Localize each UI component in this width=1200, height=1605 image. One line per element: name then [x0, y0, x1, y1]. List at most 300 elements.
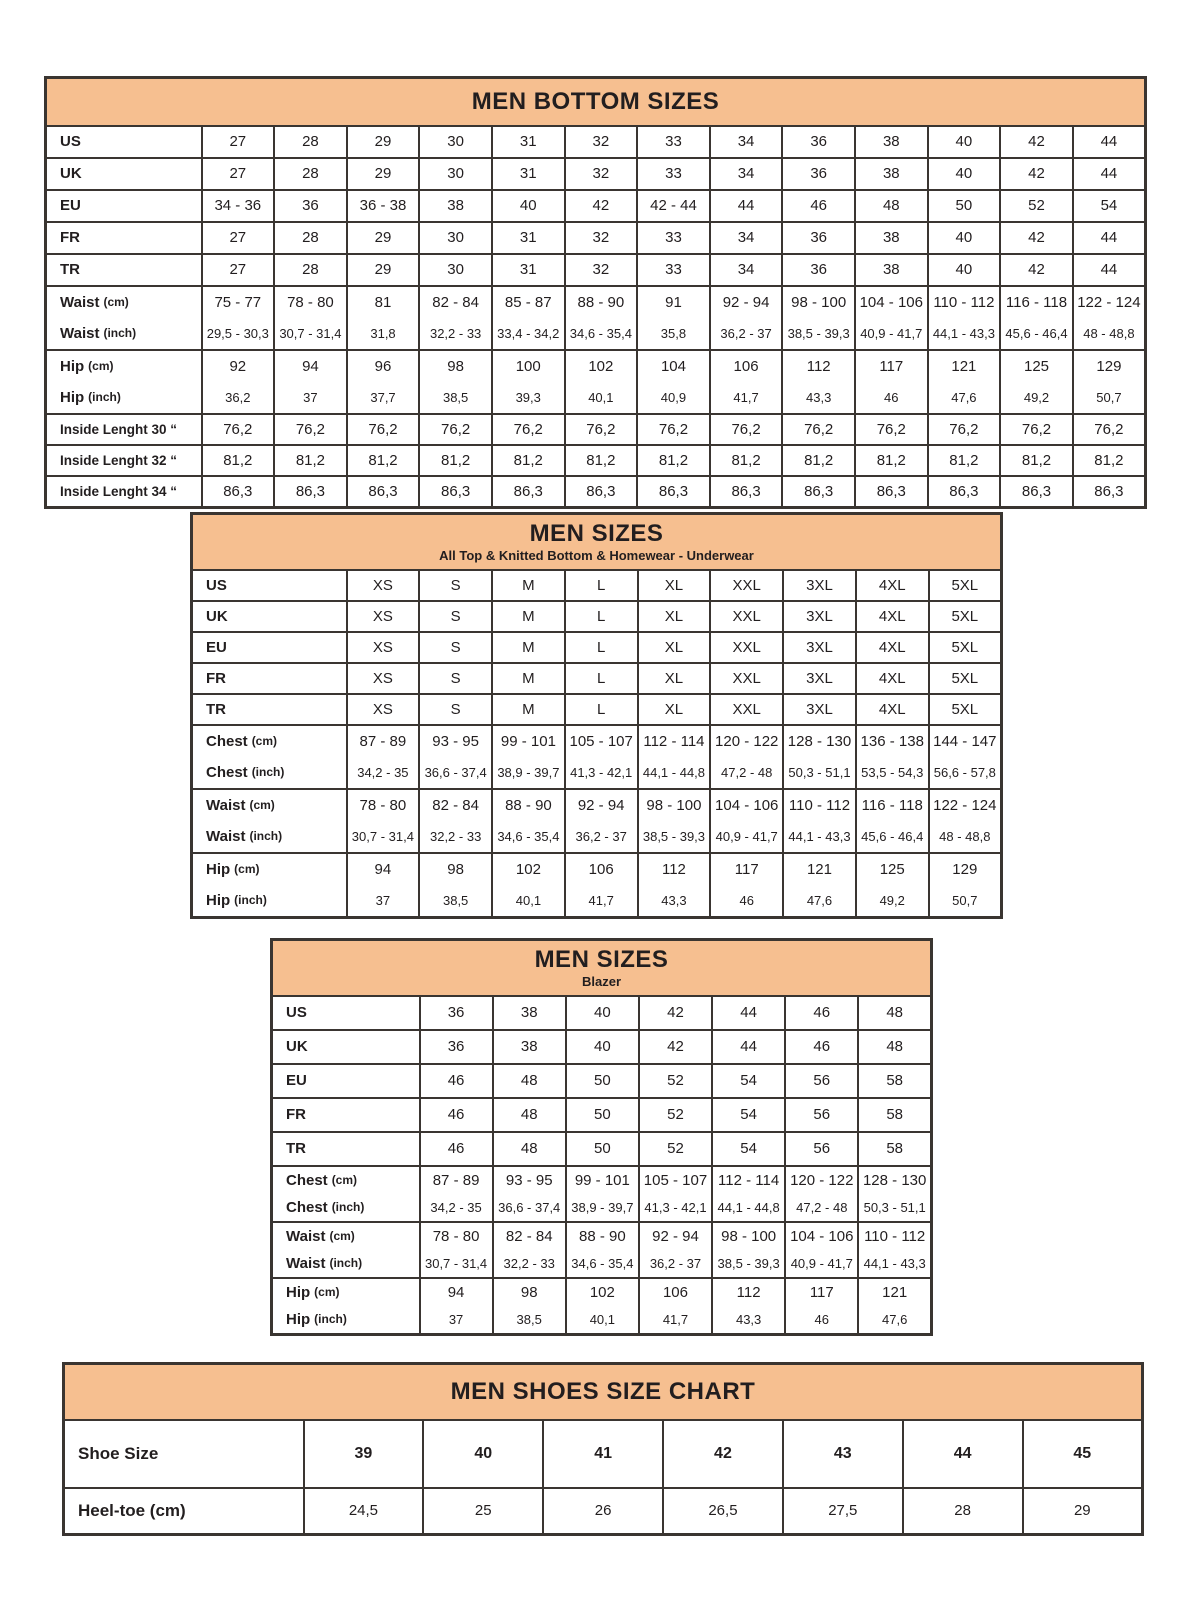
cell-value: 106	[588, 860, 614, 878]
table-cell	[565, 725, 638, 789]
row-label-text: US	[286, 1004, 307, 1021]
table-cell	[710, 158, 783, 190]
table-cell	[663, 1488, 783, 1535]
row-label-text: Inside Lenght 34 “	[60, 483, 178, 499]
cell-value: 94	[374, 860, 392, 878]
row-label	[193, 885, 346, 916]
table-cell	[347, 126, 420, 158]
table-cell	[202, 158, 275, 190]
cell-value: L	[597, 576, 606, 594]
table-cell	[423, 1420, 543, 1488]
table-cell	[638, 694, 711, 725]
cell-value: 31	[519, 229, 537, 246]
row-label-text: Inside Lenght 30 “	[60, 421, 178, 437]
table-cell	[347, 350, 420, 414]
cell-value: 42	[1028, 261, 1045, 278]
cell-value: 102	[588, 357, 614, 375]
cell-value: XS	[372, 638, 393, 656]
row-label-unit: (inch)	[234, 893, 267, 907]
table-cell	[856, 853, 929, 918]
cell-value: 43,3	[806, 389, 832, 405]
row-label	[273, 1306, 419, 1333]
table-cell	[710, 254, 783, 286]
table-cell	[637, 476, 710, 508]
row-label	[47, 446, 201, 475]
table-cell	[858, 1064, 931, 1098]
cell-value: 27	[229, 229, 247, 246]
table-row	[64, 1420, 1143, 1488]
table-cell	[565, 286, 638, 350]
table-cell	[639, 1098, 712, 1132]
table-cell	[782, 126, 855, 158]
table-row	[272, 1098, 932, 1132]
table-cell	[928, 190, 1001, 222]
men-bottom-sizes-table	[44, 76, 1147, 509]
table-cell	[274, 222, 347, 254]
cell-value: 56,6 - 57,8	[933, 764, 996, 780]
table-cell	[566, 1278, 639, 1335]
row-label	[273, 1279, 419, 1306]
cell-value: 58	[886, 1140, 904, 1157]
cell-value: 36	[302, 197, 319, 214]
table-title-cell	[64, 1364, 1143, 1420]
cell-value: 106	[662, 1283, 688, 1301]
table-cell	[419, 158, 492, 190]
cell-value: 120 - 122	[790, 1171, 854, 1189]
table-cell	[783, 853, 856, 918]
table-cell	[347, 601, 420, 632]
table-cell	[712, 1222, 785, 1278]
cell-value: 31,8	[370, 325, 396, 341]
cell-value: XXL	[732, 607, 761, 625]
cell-value: S	[450, 669, 461, 687]
table-cell	[1073, 190, 1146, 222]
table-cell	[347, 222, 420, 254]
cell-value: 121	[806, 860, 832, 878]
table-cell	[782, 445, 855, 476]
cell-value: 52	[667, 1140, 684, 1157]
table-cell	[858, 1132, 931, 1166]
cell-value: 5XL	[951, 669, 979, 687]
cell-value: XXL	[732, 576, 761, 594]
table-cell	[565, 445, 638, 476]
table-cell	[492, 725, 565, 789]
cell-value: 86,3	[223, 482, 253, 500]
cell-value: 26,5	[708, 1502, 738, 1519]
cell-value: 34	[737, 133, 755, 150]
cell-value: 86,3	[1094, 482, 1124, 500]
cell-value: 100	[515, 357, 541, 375]
table-cell	[928, 350, 1001, 414]
row-label-unit: (inch)	[329, 1256, 363, 1270]
row-label-text: Heel-toe (cm)	[78, 1500, 186, 1520]
row-label-text: TR	[60, 261, 80, 278]
row-label-cell	[272, 1064, 420, 1098]
table-cell	[929, 694, 1002, 725]
cell-value: 44	[1100, 133, 1118, 150]
table-cell	[785, 996, 858, 1030]
table-cell	[1073, 286, 1146, 350]
table-cell	[1073, 254, 1146, 286]
cell-value: 86,3	[295, 482, 326, 500]
table-cell	[565, 414, 638, 445]
table-row	[272, 1064, 932, 1098]
row-label	[193, 726, 346, 757]
table-cell	[639, 1222, 712, 1278]
cell-value: 86,3	[804, 482, 834, 500]
cell-value: 34,2 - 35	[357, 764, 409, 780]
cell-value: 88 - 90	[577, 293, 625, 311]
row-label	[273, 997, 419, 1029]
cell-value: 41,7	[588, 892, 614, 908]
cell-value: 32,2 - 33	[429, 828, 482, 844]
cell-value: 38,5	[442, 892, 469, 908]
table-cell	[347, 158, 420, 190]
row-label-text: Chest	[286, 1198, 328, 1216]
cell-value: 38	[882, 165, 900, 182]
cell-value: 44	[740, 1004, 757, 1021]
table-cell	[785, 1132, 858, 1166]
cell-value: 38	[882, 229, 900, 246]
row-label	[193, 602, 346, 631]
cell-value: 42	[1028, 229, 1045, 246]
table-cell	[347, 445, 420, 476]
table-cell	[419, 570, 492, 601]
table-cell	[202, 445, 275, 476]
cell-value: 56	[813, 1106, 831, 1123]
row-label-unit: (cm)	[251, 734, 278, 748]
cell-value: 86,3	[658, 482, 689, 500]
cell-value: 34,2 - 35	[430, 1199, 482, 1215]
row-label	[193, 790, 346, 821]
table-cell	[492, 414, 565, 445]
table-cell	[1000, 158, 1073, 190]
table-cell	[202, 350, 275, 414]
table-cell	[492, 789, 565, 853]
cell-value: 32	[592, 261, 610, 278]
table-cell	[565, 694, 638, 725]
cell-value: 44	[1100, 261, 1118, 278]
cell-value: 44	[740, 1038, 757, 1055]
table-cell	[710, 601, 783, 632]
cell-value: 27	[229, 133, 247, 150]
table-cell	[782, 414, 855, 445]
table-cell	[638, 601, 711, 632]
table-cell	[903, 1488, 1023, 1535]
table-cell	[1000, 445, 1073, 476]
table-cell	[855, 254, 928, 286]
table-cell	[419, 632, 492, 663]
table-cell	[566, 1222, 639, 1278]
cell-value: 38	[882, 133, 900, 150]
row-label	[273, 1133, 419, 1165]
cell-value: 75 - 77	[214, 293, 262, 311]
table-cell	[202, 414, 275, 445]
cell-value: 44,1 - 44,8	[642, 764, 706, 780]
cell-value: 92	[229, 357, 247, 375]
cell-value: 34,6 - 35,4	[571, 1255, 634, 1271]
cell-value: 38,9 - 39,7	[571, 1199, 634, 1215]
cell-value: 28	[302, 229, 319, 246]
cell-value: 39	[354, 1444, 373, 1462]
row-label-cell	[46, 445, 202, 476]
cell-value: 36	[810, 229, 828, 246]
table-cell	[420, 1278, 493, 1335]
row-label	[47, 351, 201, 382]
cell-value: 28	[302, 133, 319, 150]
row-label-cell	[192, 694, 347, 725]
row-label-unit: (cm)	[314, 1285, 340, 1299]
table-cell	[782, 190, 855, 222]
row-label-unit: (inch)	[251, 765, 285, 779]
table-row	[192, 632, 1002, 663]
table-subtitle: All Top & Knitted Bottom & Homewear - Underwear	[439, 547, 754, 563]
table-cell	[858, 1098, 931, 1132]
cell-value: 46	[447, 1106, 465, 1123]
table-cell	[565, 632, 638, 663]
table-cell	[710, 286, 783, 350]
cell-value: 98	[447, 860, 464, 878]
table-cell	[639, 1030, 712, 1064]
cell-value: 98	[520, 1283, 538, 1301]
cell-value: 37	[448, 1311, 464, 1327]
row-label-text: Shoe Size	[78, 1443, 159, 1463]
table-row	[64, 1488, 1143, 1535]
cell-value: 76,2	[441, 420, 471, 438]
cell-value: 5XL	[951, 700, 979, 718]
table-cell	[565, 254, 638, 286]
row-label-text: FR	[60, 229, 80, 246]
row-label-text: Hip	[206, 860, 231, 878]
cell-value: 30,7 - 31,4	[424, 1255, 488, 1271]
table-cell	[420, 1098, 493, 1132]
table-cell	[783, 570, 856, 601]
cell-value: 58	[886, 1072, 904, 1089]
table-cell	[855, 286, 928, 350]
cell-value: 76,2	[658, 420, 689, 438]
table-cell	[929, 725, 1002, 789]
cell-value: M	[522, 638, 535, 656]
table-cell	[929, 853, 1002, 918]
row-label	[273, 1194, 419, 1221]
table-cell	[493, 1064, 566, 1098]
cell-value: 34	[737, 229, 755, 246]
row-label-text: Hip	[60, 388, 85, 406]
table-cell	[419, 414, 492, 445]
cell-value: 56	[813, 1072, 831, 1089]
cell-value: 76,2	[295, 420, 326, 438]
cell-value: 33	[665, 133, 682, 150]
cell-value: 98 - 100	[646, 796, 702, 814]
cell-value: 45,6 - 46,4	[1005, 325, 1068, 341]
cell-value: 58	[886, 1106, 904, 1123]
cell-value: 110 - 112	[864, 1227, 926, 1245]
table-row	[46, 476, 1146, 508]
cell-value: 50,3 - 51,1	[788, 764, 851, 780]
cell-value: 86,3	[731, 482, 761, 500]
cell-value: XS	[372, 669, 393, 687]
cell-value: 30	[447, 165, 464, 182]
cell-value: 42	[1028, 133, 1045, 150]
table-cell	[710, 632, 783, 663]
table-cell	[783, 694, 856, 725]
cell-value: 4XL	[878, 607, 906, 625]
cell-value: 32	[592, 165, 610, 182]
table-cell	[419, 350, 492, 414]
table-cell	[347, 789, 420, 853]
row-label-unit: (cm)	[234, 862, 260, 876]
cell-value: 34	[737, 261, 755, 278]
table-cell	[783, 663, 856, 694]
cell-value: 38,5 - 39,3	[642, 828, 706, 844]
row-label-cell	[192, 789, 347, 853]
cell-value: 3XL	[806, 700, 833, 718]
cell-value: 88 - 90	[505, 796, 552, 814]
cell-value: 49,2	[1023, 389, 1050, 405]
cell-value: XL	[664, 700, 684, 718]
table-cell	[492, 222, 565, 254]
table-cell	[858, 1278, 931, 1335]
cell-value: XXL	[732, 669, 761, 687]
cell-value: 93 - 95	[432, 732, 479, 750]
table-cell	[639, 1064, 712, 1098]
row-label-unit: (inch)	[331, 1200, 365, 1214]
cell-value: 29	[374, 261, 392, 278]
cell-value: 50,3 - 51,1	[863, 1199, 926, 1215]
row-label-cell	[192, 853, 347, 918]
cell-value: 56	[813, 1140, 831, 1157]
cell-value: 81,2	[295, 451, 326, 469]
cell-value: 26	[594, 1502, 612, 1519]
cell-value: 46	[884, 389, 899, 405]
row-label-cell	[272, 1098, 420, 1132]
cell-value: S	[450, 576, 461, 594]
cell-value: 27	[229, 165, 247, 182]
table-title: MEN SHOES SIZE CHART	[450, 1378, 756, 1406]
row-label-text: Waist	[60, 324, 100, 342]
cell-value: 44,1 - 44,8	[717, 1199, 780, 1215]
table-cell	[858, 996, 931, 1030]
table-cell	[1000, 126, 1073, 158]
table-cell	[710, 694, 783, 725]
table-cell	[493, 1098, 566, 1132]
table-cell	[1073, 126, 1146, 158]
table-cell	[492, 570, 565, 601]
cell-value: 76,2	[949, 420, 979, 438]
row-label-unit: (inch)	[88, 390, 121, 404]
table-cell	[639, 1132, 712, 1166]
table-cell	[710, 853, 783, 918]
table-cell	[928, 222, 1001, 254]
cell-value: 31	[519, 261, 537, 278]
table-cell	[637, 190, 710, 222]
cell-value: L	[597, 669, 606, 687]
table-cell	[274, 445, 347, 476]
table-cell	[419, 126, 492, 158]
cell-value: 40	[955, 261, 973, 278]
cell-value: 104 - 106	[715, 796, 779, 814]
row-label-text: Waist	[286, 1227, 326, 1245]
cell-value: 36,6 - 37,4	[424, 764, 487, 780]
cell-value: 40	[955, 165, 973, 182]
men-shoes-chart	[62, 1362, 1144, 1536]
cell-value: 121	[951, 357, 977, 375]
row-label-cell	[46, 222, 202, 254]
table-cell	[492, 853, 565, 918]
cell-value: 104 - 106	[790, 1227, 854, 1245]
cell-value: 28	[302, 261, 319, 278]
cell-value: 54	[740, 1072, 757, 1089]
table-cell	[419, 789, 492, 853]
table-cell	[420, 1166, 493, 1222]
table-cell	[419, 663, 492, 694]
table-cell	[1000, 190, 1073, 222]
table-cell	[663, 1420, 783, 1488]
cell-value: 40,1	[589, 1311, 615, 1327]
row-label	[65, 1489, 303, 1533]
cell-value: 36	[810, 165, 828, 182]
table-cell	[565, 190, 638, 222]
row-label-text: Inside Lenght 32 “	[60, 452, 178, 468]
cell-value: XS	[372, 607, 393, 625]
cell-value: 40	[594, 1038, 611, 1055]
row-label-cell	[46, 350, 202, 414]
row-label	[47, 382, 201, 413]
cell-value: XXL	[732, 638, 761, 656]
cell-value: 76,2	[876, 420, 906, 438]
cell-value: 39,3	[515, 389, 541, 405]
cell-value: 52	[1028, 197, 1045, 214]
row-label-cell	[46, 158, 202, 190]
header-row	[192, 514, 1002, 570]
table-cell	[637, 414, 710, 445]
row-label-text: Chest	[206, 732, 248, 750]
table-cell	[928, 414, 1001, 445]
table-cell	[493, 1222, 566, 1278]
cell-value: 30,7 - 31,4	[351, 828, 414, 844]
cell-value: 42	[1028, 165, 1045, 182]
row-label-text: TR	[286, 1140, 306, 1157]
cell-value: 47,2 - 48	[796, 1199, 848, 1215]
cell-value: 86,3	[1021, 482, 1052, 500]
cell-value: 38	[447, 197, 464, 214]
table-cell	[710, 350, 783, 414]
cell-value: 47,6	[882, 1311, 908, 1327]
cell-value: 4XL	[878, 669, 906, 687]
cell-value: 129	[952, 860, 978, 878]
row-label-cell	[272, 1030, 420, 1064]
cell-value: 40,1	[588, 389, 614, 405]
cell-value: 36	[810, 133, 828, 150]
cell-value: 81,2	[441, 451, 471, 469]
table-cell	[492, 158, 565, 190]
table-cell	[639, 1278, 712, 1335]
table-cell	[1000, 254, 1073, 286]
cell-value: 88 - 90	[579, 1227, 626, 1245]
table-cell	[347, 632, 420, 663]
table-cell	[903, 1420, 1023, 1488]
cell-value: 98 - 100	[791, 293, 847, 311]
cell-value: 27,5	[828, 1502, 858, 1519]
cell-value: 117	[879, 357, 904, 375]
cell-value: 99 - 101	[500, 732, 556, 750]
table-cell	[638, 570, 711, 601]
table-cell	[347, 414, 420, 445]
cell-value: 48	[520, 1140, 538, 1157]
cell-value: 41,7	[662, 1311, 689, 1327]
table-cell	[637, 350, 710, 414]
table-row	[192, 694, 1002, 725]
